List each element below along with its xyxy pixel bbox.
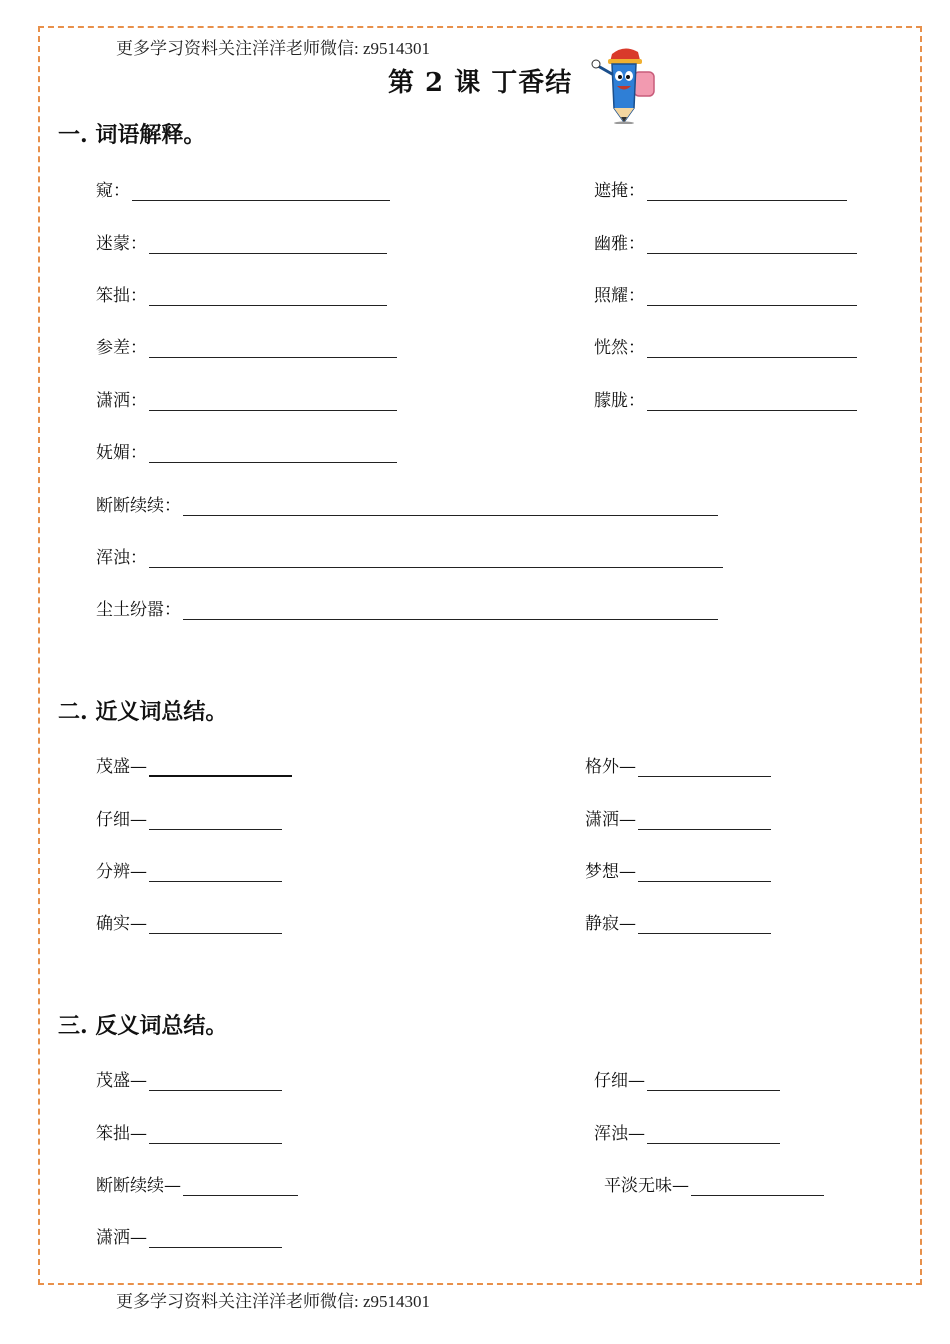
answer-line[interactable] <box>149 1229 282 1248</box>
vocab-item <box>96 491 718 516</box>
vocab-label: 迷蒙： <box>96 234 147 254</box>
answer-line[interactable] <box>638 915 771 934</box>
answer-line[interactable] <box>149 444 397 463</box>
synonym-label: 确实— <box>96 914 147 934</box>
synonym-label: 潇洒— <box>585 810 636 830</box>
answer-line[interactable] <box>647 1072 780 1091</box>
answer-line[interactable] <box>149 392 397 411</box>
vocab-item <box>96 595 718 620</box>
antonym-label: 平淡无味— <box>604 1176 689 1196</box>
vocab-item <box>96 281 387 306</box>
answer-line[interactable] <box>149 1125 282 1144</box>
vocab-label: 恍然： <box>594 338 645 358</box>
antonym-item <box>96 1171 298 1196</box>
vocab-label: 尘土纷嚣： <box>96 600 181 620</box>
vocab-label: 笨拙： <box>96 286 147 306</box>
page-border <box>38 26 922 1285</box>
answer-line[interactable] <box>132 182 390 201</box>
synonym-item <box>585 752 771 777</box>
vocab-label: 幽雅： <box>594 234 645 254</box>
answer-line[interactable] <box>647 287 857 306</box>
vocab-label: 断断续续： <box>96 496 181 516</box>
vocab-label: 朦胧： <box>594 391 645 411</box>
answer-line[interactable] <box>647 1125 780 1144</box>
antonym-item <box>96 1066 282 1091</box>
synonym-item <box>585 857 771 882</box>
antonym-label: 茂盛— <box>96 1071 147 1091</box>
answer-line[interactable] <box>183 497 718 516</box>
section-heading-synonyms: 二. 近义词总结。 <box>58 699 228 725</box>
synonym-label: 格外— <box>585 757 636 777</box>
answer-line[interactable] <box>149 235 387 254</box>
vocab-label: 参差： <box>96 338 147 358</box>
antonym-item <box>594 1066 780 1091</box>
vocab-item <box>96 386 397 411</box>
section-heading-vocabulary: 一. 词语解释。 <box>58 122 206 148</box>
answer-line[interactable] <box>149 1072 282 1091</box>
answer-line[interactable] <box>638 811 771 830</box>
antonym-item <box>604 1171 824 1196</box>
vocab-item <box>594 386 857 411</box>
synonym-label: 静寂— <box>585 914 636 934</box>
antonym-item <box>96 1223 282 1248</box>
watermark-bottom: 更多学习资料关注洋洋老师微信: z9514301 <box>116 1292 431 1311</box>
answer-line[interactable] <box>647 339 857 358</box>
answer-line[interactable] <box>647 392 857 411</box>
watermark-top: 更多学习资料关注洋洋老师微信: z9514301 <box>116 39 431 58</box>
vocab-label: 潇洒： <box>96 391 147 411</box>
answer-line[interactable] <box>149 339 397 358</box>
answer-line[interactable] <box>149 549 723 568</box>
answer-line[interactable] <box>149 757 292 777</box>
antonym-label: 潇洒— <box>96 1228 147 1248</box>
answer-line[interactable] <box>647 235 857 254</box>
synonym-item <box>96 805 282 830</box>
antonym-label: 断断续续— <box>96 1176 181 1196</box>
section-heading-antonyms: 三. 反义词总结。 <box>58 1013 228 1039</box>
vocab-item <box>594 333 857 358</box>
synonym-label: 梦想— <box>585 862 636 882</box>
vocab-item <box>594 176 847 201</box>
vocab-item <box>96 333 397 358</box>
answer-line[interactable] <box>691 1177 824 1196</box>
synonym-item <box>96 857 282 882</box>
antonym-label: 笨拙— <box>96 1124 147 1144</box>
antonym-label: 浑浊— <box>594 1124 645 1144</box>
vocab-label: 妩媚： <box>96 443 147 463</box>
vocab-item <box>96 176 390 201</box>
vocab-label: 浑浊： <box>96 548 147 568</box>
synonym-label: 分辨— <box>96 862 147 882</box>
answer-line[interactable] <box>183 1177 298 1196</box>
synonym-item <box>585 909 771 934</box>
antonym-label: 仔细— <box>594 1071 645 1091</box>
vocab-label: 遮掩： <box>594 181 645 201</box>
answer-line[interactable] <box>149 915 282 934</box>
vocab-item <box>96 229 387 254</box>
vocab-item <box>96 438 397 463</box>
vocab-label: 照耀： <box>594 286 645 306</box>
synonym-item <box>585 805 771 830</box>
answer-line[interactable] <box>647 182 847 201</box>
page-title: 第 2 课 丁香结 <box>388 68 573 98</box>
vocab-item <box>594 229 857 254</box>
synonym-label: 仔细— <box>96 810 147 830</box>
synonym-item <box>96 909 282 934</box>
answer-line[interactable] <box>149 863 282 882</box>
pencil-mascot-icon <box>590 44 662 124</box>
antonym-item <box>96 1119 282 1144</box>
answer-line[interactable] <box>183 601 718 620</box>
answer-line[interactable] <box>638 863 771 882</box>
answer-line[interactable] <box>149 287 387 306</box>
synonym-label: 茂盛— <box>96 757 147 777</box>
vocab-item <box>96 543 723 568</box>
antonym-item <box>594 1119 780 1144</box>
vocab-label: 窥： <box>96 181 130 201</box>
synonym-item <box>96 752 292 777</box>
answer-line[interactable] <box>149 811 282 830</box>
vocab-item <box>594 281 857 306</box>
answer-line[interactable] <box>638 758 771 777</box>
